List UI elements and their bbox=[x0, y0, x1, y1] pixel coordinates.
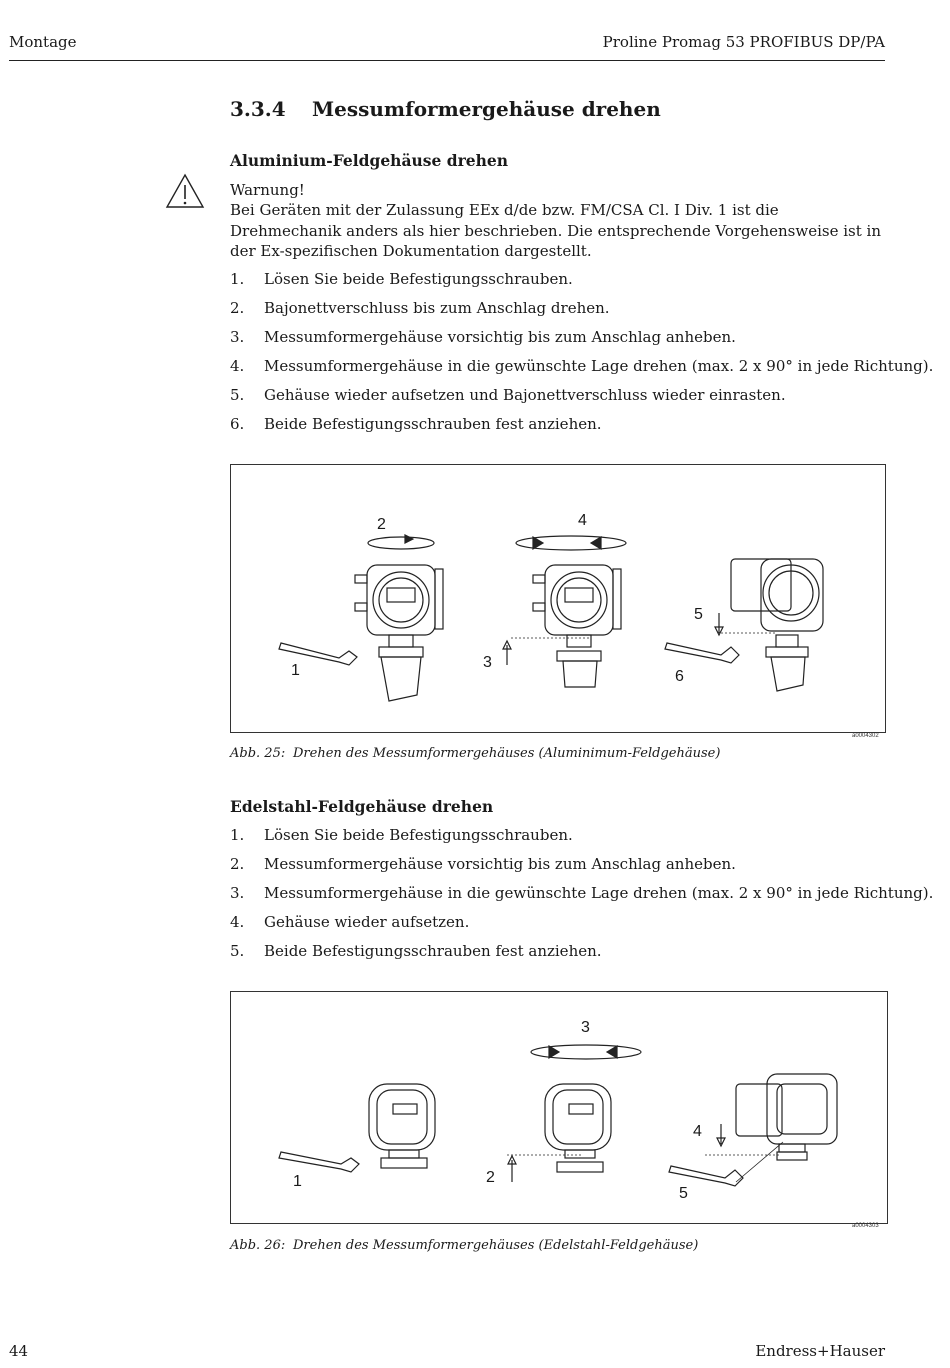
figure-label: 1 bbox=[291, 662, 300, 679]
figure-label: 4 bbox=[578, 512, 587, 529]
list-item-number: 3. bbox=[230, 328, 245, 346]
caption-text: Drehen des Messumformergehäuses (Aluminimum-Feldgehäuse) bbox=[293, 746, 721, 761]
warning-text: Bei Geräten mit der Zulassung EEx d/de bzw. FM/CSA Cl. I Div. 1 ist die Drehmechanik anders als hier beschrieben. Die entsprechende Vorgehensweise ist in der Ex-spezifischen Dokumentation dargestellt. bbox=[230, 201, 881, 260]
list-item-number: 6. bbox=[230, 415, 245, 433]
figure-label: 4 bbox=[693, 1123, 702, 1140]
list-item-text: Beide Befestigungsschrauben fest anziehen. bbox=[264, 415, 602, 433]
list-item-text: Bajonettverschluss bis zum Anschlag drehen. bbox=[264, 299, 610, 317]
list-item-number: 4. bbox=[230, 913, 245, 931]
list-item-text: Messumformergehäuse in die gewünschte Lage drehen (max. 2 x 90° in jede Richtung). bbox=[264, 357, 934, 375]
list-item-number: 1. bbox=[230, 826, 245, 844]
caption-number: Abb. 25: bbox=[230, 746, 286, 761]
figure-label: 6 bbox=[675, 668, 684, 685]
list-item-number: 4. bbox=[230, 357, 245, 375]
list-item bbox=[230, 884, 933, 902]
list-item bbox=[230, 913, 469, 931]
edelstahl-heading: Edelstahl-Feldgehäuse drehen bbox=[230, 797, 494, 816]
header-section: Montage bbox=[9, 33, 77, 51]
list-item bbox=[230, 270, 573, 288]
list-item bbox=[230, 328, 736, 346]
figure-edelstahl bbox=[230, 991, 888, 1224]
list-item-text: Beide Befestigungsschrauben fest anziehen. bbox=[264, 942, 602, 960]
list-item-number: 3. bbox=[230, 884, 245, 902]
list-item-text: Messumformergehäuse vorsichtig bis zum Anschlag anheben. bbox=[264, 855, 736, 873]
figure-aluminium bbox=[230, 464, 886, 733]
list-item-text: Messumformergehäuse vorsichtig bis zum Anschlag anheben. bbox=[264, 328, 736, 346]
list-item-text: Lösen Sie beide Befestigungsschrauben. bbox=[264, 270, 573, 288]
list-item-number: 2. bbox=[230, 299, 245, 317]
caption-number: Abb. 26: bbox=[230, 1238, 286, 1253]
figure-id: a0004302 bbox=[852, 733, 879, 739]
list-item bbox=[230, 299, 610, 317]
warning-icon bbox=[165, 173, 205, 209]
aluminium-heading: Aluminium-Feldgehäuse drehen bbox=[230, 151, 509, 170]
header-product: Proline Promag 53 PROFIBUS DP/PA bbox=[602, 33, 885, 51]
figure-label: 2 bbox=[377, 516, 386, 533]
figure-edelstahl-drawing bbox=[231, 992, 887, 1223]
list-item-text: Gehäuse wieder aufsetzen und Bajonettverschluss wieder einrasten. bbox=[264, 386, 786, 404]
list-item-number: 5. bbox=[230, 942, 245, 960]
list-item bbox=[230, 942, 602, 960]
warning-title: Warnung! bbox=[230, 181, 305, 199]
caption-text: Drehen des Messumformergehäuses (Edelstahl-Feldgehäuse) bbox=[293, 1238, 699, 1253]
list-item bbox=[230, 826, 573, 844]
section-title-text: Messumformergehäuse drehen bbox=[312, 97, 661, 121]
section-title bbox=[230, 97, 661, 121]
figure-label: 5 bbox=[694, 606, 703, 623]
list-item-text: Gehäuse wieder aufsetzen. bbox=[264, 913, 470, 931]
list-item-number: 2. bbox=[230, 855, 245, 873]
list-item-text: Lösen Sie beide Befestigungsschrauben. bbox=[264, 826, 573, 844]
list-item bbox=[230, 357, 933, 375]
figure-caption bbox=[230, 746, 720, 761]
section-number: 3.3.4 bbox=[230, 97, 286, 121]
list-item bbox=[230, 386, 786, 404]
figure-label: 2 bbox=[486, 1169, 495, 1186]
list-item-number: 5. bbox=[230, 386, 245, 404]
list-item-text: Messumformergehäuse in die gewünschte Lage drehen (max. 2 x 90° in jede Richtung). bbox=[264, 884, 934, 902]
transmitter-housing-drawing bbox=[355, 565, 443, 701]
figure-aluminium-drawing bbox=[231, 465, 885, 732]
footer-brand: Endress+Hauser bbox=[755, 1342, 885, 1360]
list-item-number: 1. bbox=[230, 270, 245, 288]
figure-label: 3 bbox=[483, 654, 492, 671]
figure-caption bbox=[230, 1238, 698, 1253]
figure-label: 3 bbox=[581, 1019, 590, 1036]
figure-id: a0004303 bbox=[852, 1223, 879, 1229]
list-item bbox=[230, 855, 736, 873]
header-rule bbox=[9, 60, 885, 61]
list-item bbox=[230, 415, 602, 433]
page-number: 44 bbox=[9, 1342, 29, 1360]
figure-label: 5 bbox=[679, 1185, 688, 1202]
figure-label: 1 bbox=[293, 1173, 302, 1190]
